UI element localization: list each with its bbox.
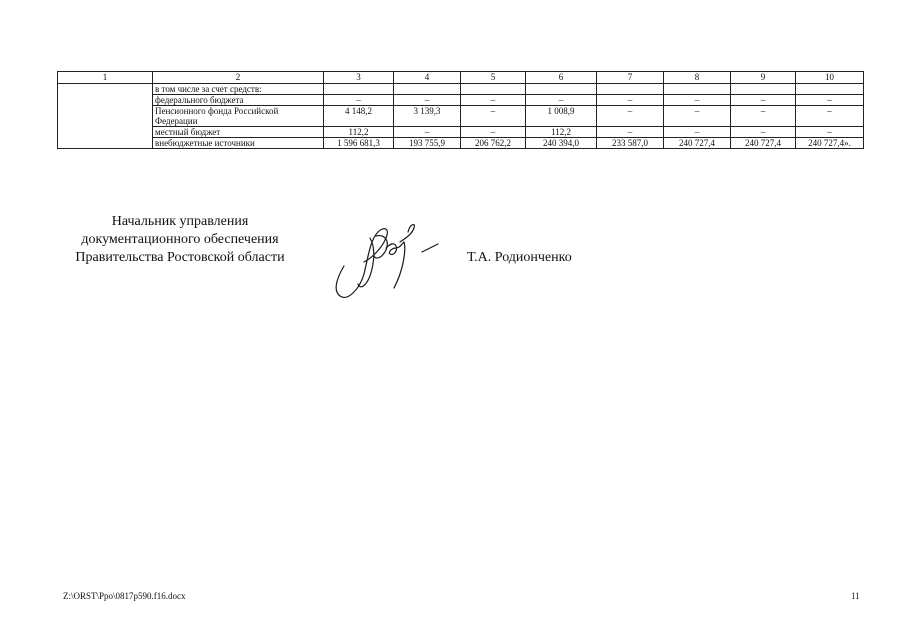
signatory-title-line: Правительства Ростовской области [75, 250, 285, 265]
row-label: Пенсионного фонда Российской Федерации [153, 106, 324, 127]
table-cell: – [526, 95, 597, 106]
table-cell: – [394, 95, 461, 106]
budget-table [57, 71, 864, 149]
table-cell: 240 727,4». [796, 138, 864, 149]
table-cell: – [796, 106, 864, 127]
header-cell: 8 [664, 72, 731, 84]
table-cell: – [664, 95, 731, 106]
table-cell: 240 727,4 [731, 138, 796, 149]
table-cell: – [597, 95, 664, 106]
table-cell [324, 84, 394, 95]
handwritten-signature-icon [330, 218, 445, 303]
table-row [58, 138, 864, 149]
table-cell: 112,2 [526, 127, 597, 138]
table-cell: – [664, 127, 731, 138]
empty-cell [58, 84, 153, 149]
table-cell: – [731, 127, 796, 138]
table-cell: 233 587,0 [597, 138, 664, 149]
table-cell: – [461, 95, 526, 106]
table-cell: – [394, 127, 461, 138]
table-cell: – [796, 127, 864, 138]
header-cell: 1 [58, 72, 153, 84]
row-label: местный бюджет [153, 127, 324, 138]
table-cell: – [796, 95, 864, 106]
header-cell: 10 [796, 72, 864, 84]
header-cell: 4 [394, 72, 461, 84]
header-cell: 9 [731, 72, 796, 84]
table-cell: 206 762,2 [461, 138, 526, 149]
table-cell: 4 148,2 [324, 106, 394, 127]
table-cell [461, 84, 526, 95]
table-cell: – [324, 95, 394, 106]
table-cell: 240 727,4 [664, 138, 731, 149]
table-row [58, 95, 864, 106]
table-cell [664, 84, 731, 95]
table-cell: – [597, 127, 664, 138]
signatory-title [60, 213, 300, 267]
signatory-title-line: Начальник управления [111, 214, 249, 229]
table-row [58, 127, 864, 138]
footer-file-path: Z:\ORST\Ppo\0817p590.f16.docx [63, 591, 186, 601]
header-cell: 6 [526, 72, 597, 84]
table-cell: – [461, 127, 526, 138]
row-label: внебюджетные источники [153, 138, 324, 149]
table-cell: – [597, 106, 664, 127]
signatory-title-line: документационного обеспечения [81, 232, 279, 247]
table-row [58, 106, 864, 127]
header-cell: 7 [597, 72, 664, 84]
table-header-row [58, 72, 864, 84]
table-cell: 193 755,9 [394, 138, 461, 149]
table-cell: 1 596 681,3 [324, 138, 394, 149]
table-row [58, 84, 864, 95]
table-cell: 1 008,9 [526, 106, 597, 127]
table-cell [394, 84, 461, 95]
table-cell: – [664, 106, 731, 127]
row-label: в том числе за счет средств: [153, 84, 324, 95]
table-cell: – [731, 95, 796, 106]
table-cell [796, 84, 864, 95]
table-cell [597, 84, 664, 95]
row-label: федерального бюджета [153, 95, 324, 106]
header-cell: 3 [324, 72, 394, 84]
table-cell: 3 139,3 [394, 106, 461, 127]
table-cell: – [461, 106, 526, 127]
header-cell: 2 [153, 72, 324, 84]
table-cell [526, 84, 597, 95]
table-cell: 112,2 [324, 127, 394, 138]
header-cell: 5 [461, 72, 526, 84]
table-cell: – [731, 106, 796, 127]
table-cell: 240 394,0 [526, 138, 597, 149]
signer-name: Т.А. Родионченко [467, 250, 572, 265]
page-number: 11 [851, 591, 860, 601]
table-cell [731, 84, 796, 95]
